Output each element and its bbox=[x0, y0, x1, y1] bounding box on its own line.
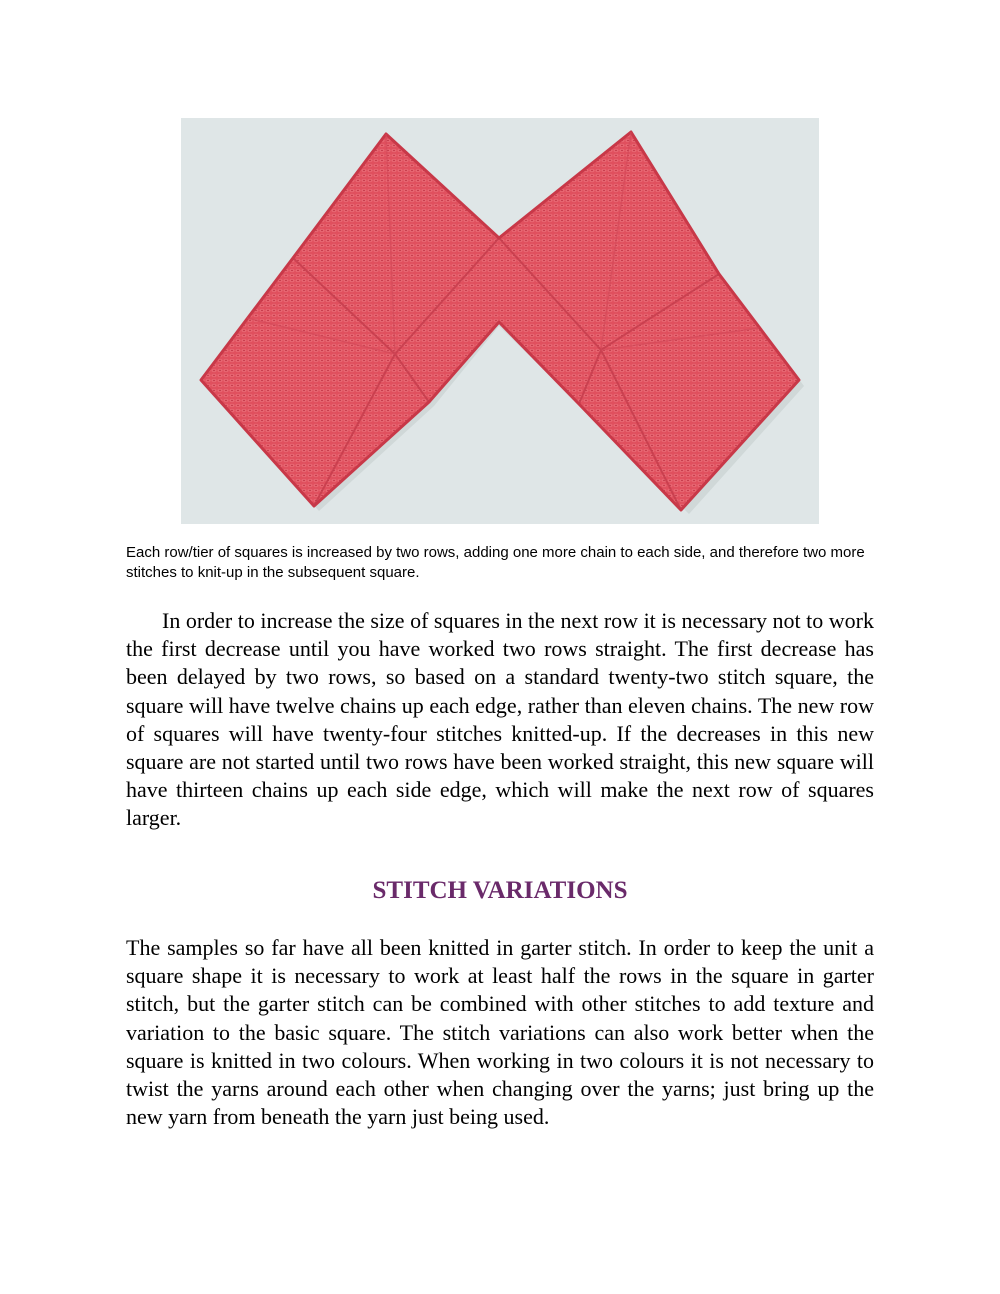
body-paragraph: In order to increase the size of squares in the next row it is necessary not to work the first decrease until you have worked two rows straight. The first decrease has been delayed by two rows, so based on a standard twenty-two stitch square, the square will have twelve chains up each edge, rather than eleven chains. The new row of squares will have twenty-four stitches knitted-up. If the decreases in this new square are not started until two rows have been worked straight, this new square will have thirteen chains up each side edge, which will make the next row of squares larger. bbox=[126, 608, 874, 831]
section-paragraph: The samples so far have all been knitted in garter stitch. In order to keep the unit a square shape it is necessary to work at least half the rows in the square in garter stitch, but the garter stitch can be combined with other stitches to add texture and variation to the basic square. The stitch variations can also work better when the square is knitted in two colours. When working in two colours it is not necessary to twist the yarns around each other when changing over the yarns; just bring up the new yarn from beneath the yarn just being used. bbox=[126, 935, 874, 1130]
figure-caption: Each row/tier of squares is increased by two rows, adding one more chain to each side, and therefore two more stitches to knit-up in the subsequent square. bbox=[126, 544, 865, 581]
knitted-sample-photo bbox=[181, 118, 819, 524]
section-heading: STITCH VARIATIONS bbox=[372, 877, 628, 904]
